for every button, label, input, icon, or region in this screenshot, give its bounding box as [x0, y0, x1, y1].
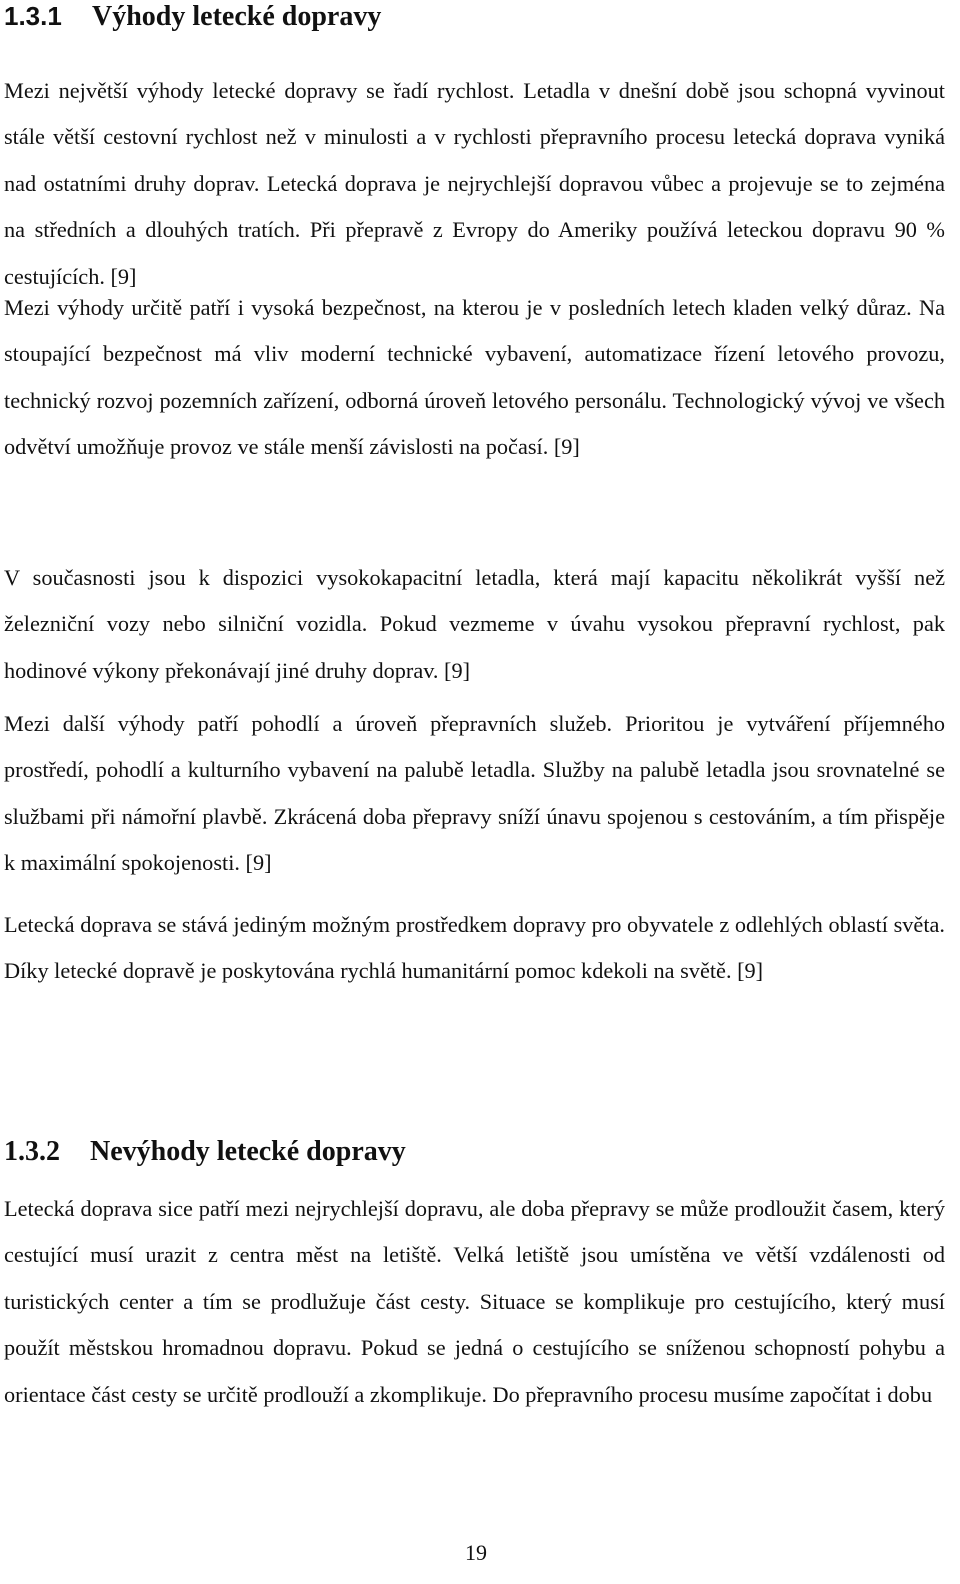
section-title: Výhody letecké dopravy: [92, 1, 382, 32]
paragraph-travel-time: Letecká doprava sice patří mezi nejrychlejší dopravu, ale doba přepravy se může prodloužit časem, který cestující musí urazit z centra měst na letiště. Velká letiště jsou umístěna ve větší vzdálenosti od turistických center a tím se prodlužuje část cesty. Situace se komplikuje pro cestujícího, který musí použít městskou hromadnou dopravu. Pokud se jedná o cestujícího se sníženou schopností pohybu a orientace část cesty se určitě prodlouží a zkomplikuje. Do přepravního procesu musíme započítat i dobu: [4, 1196, 945, 1407]
paragraph-remote-areas: Letecká doprava se stává jediným možným prostředkem dopravy pro obyvatele z odlehlých oblastí světa. Díky letecké dopravě je poskytována rychlá humanitární pomoc kdekoli na světě. [9]: [4, 912, 945, 984]
section-heading-advantages: [4, 0, 381, 35]
paragraph-capacity: V současnosti jsou k dispozici vysokokapacitní letadla, která mají kapacitu několikrát vyšší než železniční vozy nebo silniční vozidla. Pokud vezmeme v úvahu vysokou přepravní rychlost, pak hodinové výkony překonávají jiné druhy doprav. [9]: [4, 565, 945, 683]
paragraph-safety: Mezi výhody určitě patří i vysoká bezpečnost, na kterou je v posledních letech kladen velký důraz. Na stoupající bezpečnost má vliv moderní technické vybavení, automatizace řízení letového provozu, technický rozvoj pozemních zařízení, odborná úroveň letového personálu. Technologický vývoj ve všech odvětví umožňuje provoz ve stále menší závislosti na počasí. [9]: [4, 295, 945, 460]
section-number: 1.3.2: [4, 1136, 60, 1167]
paragraph-comfort: Mezi další výhody patří pohodlí a úroveň přepravních služeb. Prioritou je vytváření příjemného prostředí, pohodlí a kulturního vybavení na palubě letadla. Služby na palubě letadla jsou srovnatelné se službami při námořní plavbě. Zkrácená doba přepravy sníží únavu spojenou s cestováním, a tím přispěje k maximální spokojenosti. [9]: [4, 711, 945, 876]
section-title: Nevýhody letecké dopravy: [90, 1136, 406, 1167]
paragraph-speed: Mezi největší výhody letecké dopravy se řadí rychlost. Letadla v dnešní době jsou schopná vyvinout stále větší cestovní rychlost než v minulosti a v rychlosti přepravního procesu letecká doprava vyniká nad ostatními druhy doprav. Letecká doprava je nejrychlejší dopravou vůbec a projevuje se to zejména na středních a dlouhých tratích. Při přepravě z Evropy do Ameriky používá leteckou dopravu 90 % cestujících. [9]: [4, 78, 945, 289]
page-number: 19: [465, 1540, 487, 1565]
section-number: 1.3.1: [4, 1, 62, 31]
section-heading-disadvantages: [4, 1134, 406, 1170]
